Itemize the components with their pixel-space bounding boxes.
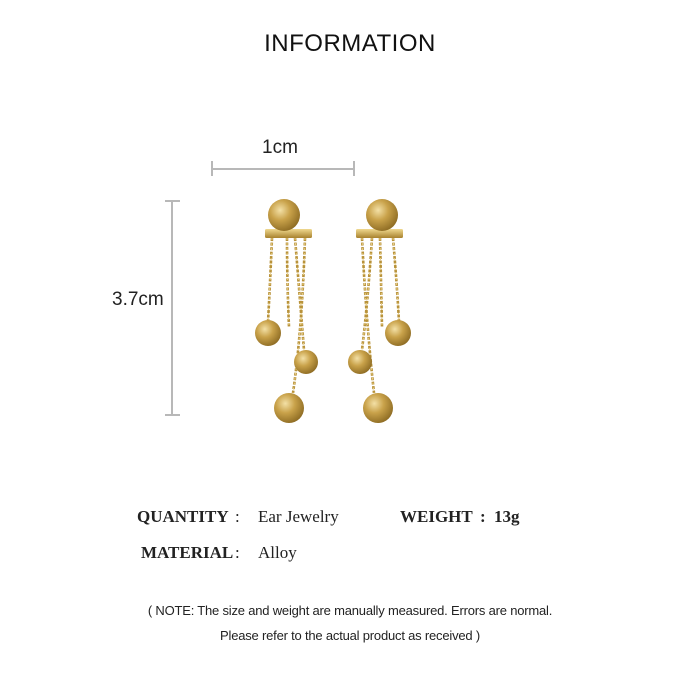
height-ruler-line [171,201,173,415]
weight-label: WEIGHT [400,507,473,526]
weight-colon: : [480,507,486,526]
material-colon: : [235,543,240,562]
left-earring [255,199,318,423]
right-earring [348,199,411,423]
weight-value: 13g [494,507,520,526]
material-value: Alloy [258,543,297,562]
page-title: INFORMATION [264,30,436,57]
gold-ball-tassel-earrings-icon [240,190,440,430]
quantity-label: QUANTITY [137,507,229,526]
quantity-colon: : [235,507,240,526]
width-ruler-line [212,168,355,170]
width-ruler-cap-left [211,161,213,176]
height-ruler-cap-top [165,200,180,202]
height-dimension-label: 3.7cm [112,289,164,310]
width-dimension-label: 1cm [262,137,298,158]
note-line-1: ( NOTE: The size and weight are manually measured. Errors are normal. [147,603,553,618]
quantity-value: Ear Jewelry [258,507,339,526]
height-ruler-cap-bottom [165,414,180,416]
note-line-2: Please refer to the actual product as received ) [220,628,480,643]
width-ruler-cap-right [353,161,355,176]
material-label: MATERIAL [141,543,234,562]
